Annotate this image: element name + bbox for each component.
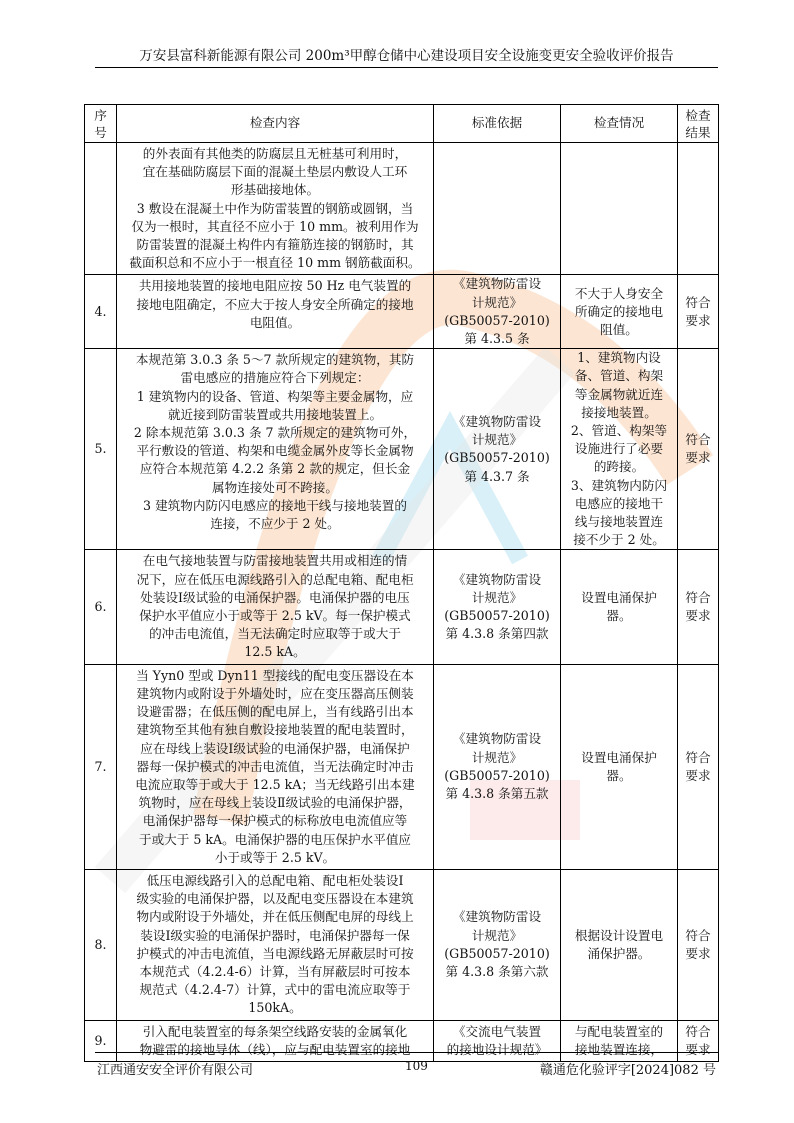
check-content-line: 属物连接处可不跨接。 xyxy=(212,479,338,495)
footer-doc-number: 赣通危化验评字[2024]082 号 xyxy=(539,1063,716,1078)
check-result-line: 要求 xyxy=(685,945,711,961)
check-content-line: 3 建筑物内防闪电感应的接地干线与接地装置的 xyxy=(143,497,407,513)
standard-basis xyxy=(434,143,561,275)
check-content xyxy=(117,869,434,1020)
row-number: 7. xyxy=(85,664,117,869)
row-number xyxy=(85,143,117,275)
standard-basis-line: 《建筑物防雷设 xyxy=(452,731,542,747)
check-content xyxy=(117,550,434,664)
table-row xyxy=(85,275,719,349)
check-status-line: 3、建筑物内防闪 xyxy=(570,477,668,493)
check-result xyxy=(678,1020,719,1061)
check-result xyxy=(678,550,719,664)
check-content-line: 级实验的电涌保护器，以及配电变压器设在本建筑 xyxy=(136,891,414,907)
page-header-title: 万安县富科新能源有限公司 200m³甲醇仓储中心建设项目安全设施变更安全验收评价报告 xyxy=(139,48,674,64)
check-status-line: 2、管道、构架等 xyxy=(570,423,668,439)
standard-basis xyxy=(434,550,561,664)
standard-basis-line: 第 4.3.7 条 xyxy=(464,468,530,484)
check-content xyxy=(117,349,434,550)
col-header-standard: 标准依据 xyxy=(434,105,561,143)
check-content-line: 低压电源线路引入的总配电箱、配电柜处装设Ⅰ xyxy=(146,872,404,888)
check-content-line: 电流应取等于或大于 12.5 kA；当无线路引出本建 xyxy=(135,776,415,792)
standard-basis-line: 第 4.3.5 条 xyxy=(464,331,530,347)
check-result-line: 要求 xyxy=(685,767,711,783)
row-number: 5. xyxy=(85,349,117,550)
check-content-line: 物避雷的接地导体（线），应与配电装置室的接地 xyxy=(139,1041,411,1057)
standard-basis-line: 的接地设计规范》 xyxy=(446,1041,548,1057)
check-content-line: 建筑物至其他有独自敷设接地装置的配电装置时， xyxy=(136,722,414,738)
check-content xyxy=(117,1020,434,1061)
check-status-line: 器。 xyxy=(606,767,632,783)
check-content-line: 防雷装置的混凝土构件内有箍筋连接的钢筋时，其 xyxy=(136,237,414,253)
check-content-line: 平行敷设的管道、构架和电缆金属外皮等长金属物 xyxy=(136,443,414,459)
check-content-line: 保护水平值应小于或等于 2.5 kV。每一保护模式 xyxy=(139,608,411,624)
standard-basis-line: (GB50057-2010) xyxy=(444,450,550,466)
check-content-line: 引入配电装置室的每条架空线路安装的金属氧化 xyxy=(142,1023,408,1039)
check-status-line: 接不少于 2 处。 xyxy=(573,532,665,548)
check-content-line: 接地电阻确定，不应大于按人身安全所确定的接地 xyxy=(136,296,414,312)
row-number: 6. xyxy=(85,550,117,664)
check-content-line: 设避雷器；在低压侧的配电屏上，当有线路引出本 xyxy=(136,704,414,720)
check-content-line: 本规范第 3.0.3 条 5～7 款所规定的建筑物，其防 xyxy=(135,352,415,368)
check-result-line: 符合 xyxy=(685,1023,711,1039)
check-content-line: 形基础接地体。 xyxy=(230,182,320,198)
standard-basis-line: 《建筑物防雷设 xyxy=(452,276,542,292)
check-content-line: 在电气接地装置与防雷接地装置共用或相连的情 xyxy=(142,553,408,569)
header-divider xyxy=(95,67,718,68)
check-content-line: 况下，应在低压电源线路引入的总配电箱、配电柜 xyxy=(136,571,414,587)
footer-divider xyxy=(95,1052,718,1053)
check-result-line: 符合 xyxy=(685,432,711,448)
standard-basis-line: 计规范》 xyxy=(471,927,523,943)
check-status-line: 根据设计设置电 xyxy=(574,927,664,943)
standard-basis-line: 计规范》 xyxy=(471,589,523,605)
check-content-line: 应在母线上装设Ⅰ级试验的电涌保护器，电涌保护 xyxy=(140,740,410,756)
check-status-line: 设施进行了必要 xyxy=(574,441,664,457)
check-content-line: 共用接地装置的接地电阻应按 50 Hz 电气装置的 xyxy=(138,278,412,294)
table-row xyxy=(85,550,719,664)
check-result-line: 符合 xyxy=(685,294,711,310)
check-status-line: 备、管道、构架 xyxy=(574,368,664,384)
check-status-line: 1、建筑物内设 xyxy=(577,350,661,366)
standard-basis-line: 第 4.3.8 条第五款 xyxy=(445,786,549,801)
table-header-row xyxy=(85,105,719,143)
page-number: 109 xyxy=(405,1059,428,1073)
check-status xyxy=(561,275,678,349)
check-status-line: 涌保护器。 xyxy=(587,945,651,961)
standard-basis-line: 《交流电气装置 xyxy=(452,1023,542,1039)
check-content-line: 3 敷设在混凝土中作为防雷装置的钢筋或圆钢，当 xyxy=(136,200,414,216)
check-status-line: 设置电涌保护 xyxy=(581,749,657,765)
check-status xyxy=(561,349,678,550)
standard-basis xyxy=(434,349,561,550)
standard-basis-line: (GB50057-2010) xyxy=(444,945,550,961)
check-content xyxy=(117,664,434,869)
check-content-line: 当 Yyn0 型或 Dyn11 型接线的配电变压器设在本 xyxy=(136,667,414,683)
check-content-line: 就近接到防雷装置或共用接地装置上。 xyxy=(167,406,383,422)
check-status xyxy=(561,664,678,869)
check-result xyxy=(678,664,719,869)
table-row xyxy=(85,349,719,550)
check-content-line: 规范式（4.2.4-7）计算，式中的雷电流应取等于 xyxy=(139,982,411,998)
col-header-content: 检查内容 xyxy=(117,105,434,143)
standard-basis xyxy=(434,664,561,869)
standard-basis-line: 第 4.3.8 条第六款 xyxy=(445,963,549,979)
col-header-no: 序号 xyxy=(85,105,117,143)
check-status xyxy=(561,143,678,275)
row-number: 4. xyxy=(85,275,117,349)
check-status xyxy=(561,1020,678,1061)
check-result-line: 符合 xyxy=(685,589,711,605)
check-result xyxy=(678,275,719,349)
check-status-line: 接接地装置。 xyxy=(581,404,657,420)
check-content-line: 150kA。 xyxy=(248,1000,302,1016)
check-status-line: 与配电装置室的 xyxy=(574,1023,664,1039)
check-content-line: 应符合本规范第 4.2.2 条第 2 款的规定，但长金 xyxy=(139,461,411,477)
check-content-line: 连接，不应少于 2 处。 xyxy=(210,516,340,532)
check-content-line: 建筑物内或附设于外墙处时，应在变压器高压侧装 xyxy=(136,685,414,701)
check-content-line: 本规范式（4.2.4-6）计算，当有屏蔽层时可按本 xyxy=(139,963,411,979)
col-header-status: 检查情况 xyxy=(561,105,678,143)
standard-basis-line: (GB50057-2010) xyxy=(444,767,550,783)
standard-basis-line: (GB50057-2010) xyxy=(444,608,550,624)
table-row xyxy=(85,1020,719,1061)
table-row xyxy=(85,143,719,275)
check-content-line: 雷电感应的措施应符合下列规定： xyxy=(180,370,370,386)
standard-basis-line: 计规范》 xyxy=(471,749,523,765)
check-status-line: 等金属物就近连 xyxy=(574,386,664,402)
standard-basis-line: 《建筑物防雷设 xyxy=(452,571,542,587)
check-status-line: 接地装置连接， xyxy=(574,1041,664,1057)
check-content-line: 截面积总和不应小于一根直径 10 mm 钢筋截面积。 xyxy=(129,255,421,271)
check-result-line: 符合 xyxy=(685,927,711,943)
check-content-line: 物内或附设于外墙处，并在低压侧配电屏的母线上 xyxy=(136,909,414,925)
check-content xyxy=(117,275,434,349)
standard-basis-line: 第 4.3.8 条第四款 xyxy=(445,626,549,642)
check-content-line: 的外表面有其他类的防腐层且无桩基可利用时， xyxy=(142,146,408,161)
row-number: 9. xyxy=(85,1020,117,1061)
check-status xyxy=(561,550,678,664)
check-content-line: 处装设Ⅰ级试验的电涌保护器。电涌保护器的电压 xyxy=(140,589,410,605)
check-content xyxy=(117,143,434,275)
standard-basis-line: 《建筑物防雷设 xyxy=(452,909,542,925)
check-status-line: 的跨接。 xyxy=(593,459,645,475)
check-status-line: 阻值。 xyxy=(600,321,638,337)
check-content-line: 的冲击电流值，当无法确定时应取等于或大于 xyxy=(149,626,401,642)
footer-company: 江西通安安全评价有限公司 xyxy=(97,1063,254,1078)
check-status-line: 设置电涌保护 xyxy=(581,589,657,605)
check-content-line: 电阻值。 xyxy=(249,314,301,330)
check-result xyxy=(678,143,719,275)
standard-basis-line: 《建筑物防雷设 xyxy=(452,413,542,429)
check-content-line: 筑物时，应在母线上装设Ⅱ级试验的电涌保护器， xyxy=(138,795,412,811)
inspection-table xyxy=(84,104,719,1062)
check-result-line: 要求 xyxy=(685,312,711,328)
check-result xyxy=(678,869,719,1020)
check-content-line: 12.5 kA。 xyxy=(244,644,306,660)
col-header-result: 检查结果 xyxy=(678,105,719,143)
standard-basis xyxy=(434,869,561,1020)
check-result-line: 要求 xyxy=(685,1041,711,1057)
check-status-line: 所确定的接地电 xyxy=(574,303,664,319)
standard-basis xyxy=(434,1020,561,1061)
check-content-line: 宜在基础防腐层下面的混凝土垫层内敷设人工环 xyxy=(142,164,408,180)
check-content-line: 仅为一根时，其直径不应小于 10 mm。被利用作为 xyxy=(131,218,419,234)
check-content-line: 小于或等于 2.5 kV。 xyxy=(214,849,336,865)
check-content-line: 电涌保护器每一保护模式的标称放电电流值应等 xyxy=(142,813,408,829)
check-content-line: 1 建筑物内的设备、管道、构架等主要金属物，应 xyxy=(136,388,414,404)
check-status-line: 电感应的接地干 xyxy=(574,495,664,511)
check-content-line: 2 除本规范第 3.0.3 条 7 款所规定的建筑物可外， xyxy=(133,425,417,441)
standard-basis xyxy=(434,275,561,349)
table-row xyxy=(85,664,719,869)
check-content-line: 装设Ⅰ级实验的电涌保护器时，电涌保护器每一保 xyxy=(140,927,410,943)
check-status-line: 器。 xyxy=(606,608,632,624)
check-result-line: 符合 xyxy=(685,749,711,765)
check-result-line: 要求 xyxy=(685,450,711,466)
check-status-line: 不大于人身安全 xyxy=(574,285,664,301)
check-result-line: 要求 xyxy=(685,608,711,624)
standard-basis-line: (GB50057-2010) xyxy=(444,312,550,328)
standard-basis-line: 计规范》 xyxy=(471,294,523,310)
check-status xyxy=(561,869,678,1020)
table-row xyxy=(85,869,719,1020)
check-status-line: 线与接地装置连 xyxy=(574,514,664,530)
check-content-line: 于或大于 5 kA。电涌保护器的电压保护水平值应 xyxy=(138,831,412,847)
check-content-line: 护模式的冲击电流值，当电源线路无屏蔽层时可按 xyxy=(136,945,414,961)
row-number: 8. xyxy=(85,869,117,1020)
check-content-line: 器每一保护模式的冲击电流值，当无法确定时冲击 xyxy=(136,758,414,774)
standard-basis-line: 计规范》 xyxy=(471,432,523,448)
check-result xyxy=(678,349,719,550)
